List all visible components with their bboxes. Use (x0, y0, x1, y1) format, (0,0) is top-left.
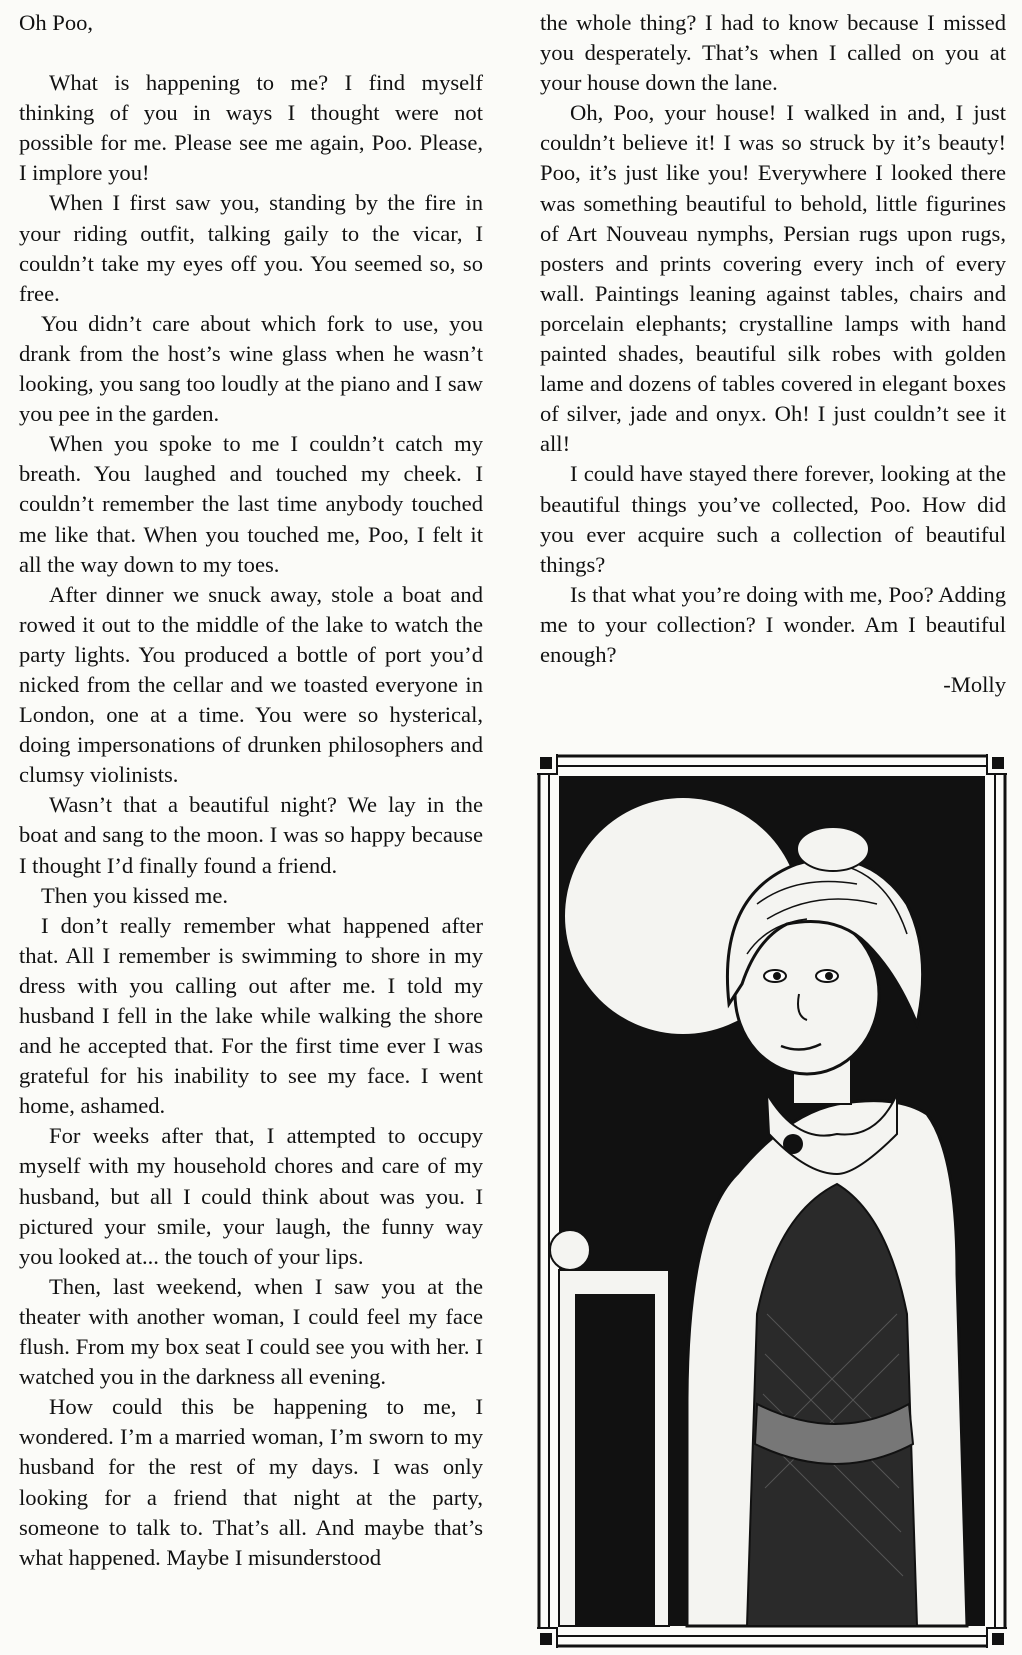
letter-paragraph: How could this be happening to me, I wondered. I’m a married woman, I’m sworn to my husband for the rest of my days. I was only looking for a friend that night at the party, someone to talk to. That’s all. And maybe that’s what happened. Maybe I misunderstood (19, 1394, 483, 1570)
letter-column-left (19, 8, 483, 1573)
letter-paragraph: When you spoke to me I couldn’t catch my breath. You laughed and touched my cheek. I couldn’t remember the last time anybody touched me like that. When you touched me, Poo, I felt it all the way down to my toes. (19, 431, 483, 577)
letter-paragraph: I could have stayed there forever, looking at the beautiful things you’ve collected, Poo. How did you ever acquire such a collection of beautiful things? (540, 461, 1006, 577)
illustration-panel (537, 754, 1007, 1648)
letter-paragraph: I don’t really remember what happened after that. All I remember is swimming to shore in my dress with you calling out after me. I told my husband I fell in the lake while walking the shore and he accepted that. For the first time ever I was grateful for his inability to see my face. I went home, ashamed. (19, 912, 483, 1119)
hair-bun (797, 827, 869, 871)
letter-paragraph: the whole thing? I had to know because I missed you desperately. That’s when I called on you at your house down the lane. (540, 10, 1006, 96)
letter-greeting: Oh Poo, (19, 10, 94, 35)
bedpost (550, 1230, 669, 1626)
letter-column-right (540, 8, 1006, 700)
letter-paragraph: For weeks after that, I attempted to occupy myself with my household chores and care of my husband, but all I could think about was you. I pictured your smile, your laugh, the funny way you looked at... the touch of your lips. (19, 1123, 483, 1269)
letter-paragraph: Wasn’t that a beautiful night? We lay in the boat and sang to the moon. I was so happy because I thought I’d finally found a friend. (19, 792, 483, 878)
letter-signature: -Molly (943, 672, 1006, 698)
letter-paragraph: What is happening to me? I find myself thinking of you in ways I thought were not possible for me. Please see me again, Poo. Please, I implore you! (19, 70, 483, 186)
letter-paragraph: You didn’t care about which fork to use, you drank from the host’s wine glass when he wasn’t looking, you sang too loudly at the piano and I saw you pee in the garden. (19, 310, 483, 427)
letter-paragraph: When I first saw you, standing by the fire in your riding outfit, talking gaily to the vicar, I couldn’t take my eyes off you. You seemed so, so free. (19, 190, 483, 306)
brooch (783, 1134, 803, 1154)
illustration-art (537, 754, 1007, 1648)
letter-paragraph: Then you kissed me. (41, 882, 228, 908)
letter-paragraph: Then, last weekend, when I saw you at the theater with another woman, I could feel my face flush. From my box seat I could see you with her. I watched you in the darkness all evening. (19, 1273, 483, 1390)
letter-paragraph: After dinner we snuck away, stole a boat and rowed it out to the middle of the lake to watch the party lights. You produced a bottle of port you’d nicked from the cellar and we toasted everyone in London, one at a time. You were so hysterical, doing impersonations of drunken philosophers and clumsy violinists. (19, 581, 483, 788)
letter-paragraph: Is that what you’re doing with me, Poo? Adding me to your collection? I wonder. Am I beautiful enough? (540, 581, 1006, 667)
letter-paragraph: Oh, Poo, your house! I walked in and, I just couldn’t believe it! I was so struck by it’s beauty! Poo, it’s just like you! Everywhere I looked there was something beautiful to behold, little figurines of Art Nouveau nymphs, Persian rugs upon rugs, posters and prints covering every inch of every wall. Paintings leaning against tables, chairs and porcelain elephants; crystalline lamps with hand painted shades, beautiful silk robes with golden lame and dozens of tables covered in elegant boxes of silver, jade and onyx. Oh! I just couldn’t see it all! (540, 100, 1006, 457)
